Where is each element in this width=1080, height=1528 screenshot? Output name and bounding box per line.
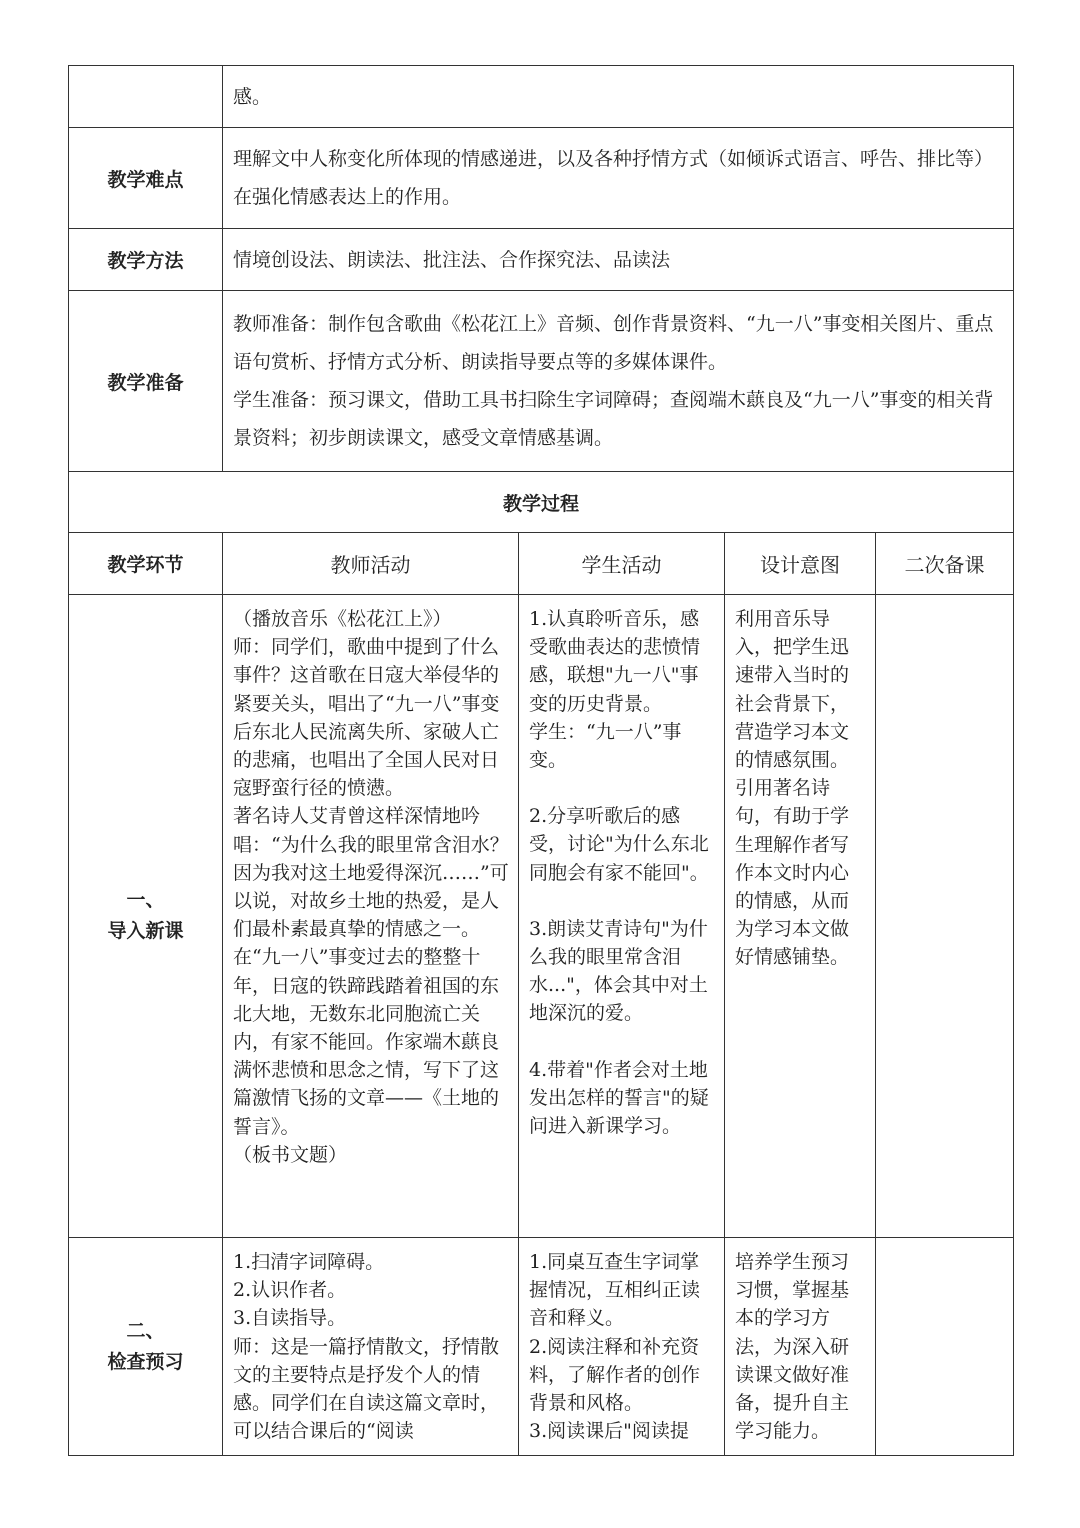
student-line: 3.朗读艾青诗句"为什么我的眼里常含泪水..."，体会其中对土地深沉的爱。 [529, 917, 708, 1025]
teacher-line: 1.扫清字词障碍。 [233, 1251, 385, 1273]
design-intent-intro [725, 595, 876, 1238]
teacher-line: 师：同学们，歌曲中提到了什么事件？这首歌在日寇大举侵华的紧要关头，唱出了“九一八”事变后东北人民流离失所、家破人亡的悲痛，也唱出了全国人民对日寇野蛮行径的愤懑。 [233, 636, 500, 800]
row-process-title [69, 472, 1014, 533]
student-activity-intro [519, 595, 725, 1238]
difficulty-label: 教学难点 [69, 128, 223, 229]
intent-line: 培养学生预习习惯，掌握基本的学习方法，为深入研读课文做好准备，提升自主学习能力。 [735, 1251, 850, 1443]
method-text: 情境创设法、朗读法、批注法、合作探究法、品读法 [223, 229, 1014, 291]
teacher-line: 2.认识作者。 [233, 1279, 347, 1302]
section-title: 检查预习 [107, 1350, 184, 1373]
section-number: 二、 [126, 1319, 165, 1342]
section-title: 导入新课 [107, 920, 184, 942]
second-prep-preview [876, 1238, 1014, 1456]
teacher-line: 3.自读指导。 [233, 1307, 347, 1330]
second-prep-intro [876, 595, 1014, 1238]
row-difficulty [69, 128, 1014, 229]
row-continuation [69, 66, 1014, 128]
teacher-line: （板书文题） [233, 1143, 348, 1166]
student-line: 2.阅读注释和补充资料，了解作者的创作背景和风格。 [529, 1335, 701, 1415]
section-row-preview [69, 1238, 1014, 1456]
intent-line: 引用著名诗句，有助于学生理解作者写作本文时内心的情感，从而为学习本文做好情感铺垫。 [735, 777, 850, 969]
col-header-stage: 教学环节 [69, 533, 223, 595]
method-label: 教学方法 [69, 229, 223, 291]
preparation-text [223, 291, 1014, 472]
student-line: 3.阅读课后"阅读提 [529, 1420, 689, 1443]
col-header-student: 学生活动 [519, 533, 725, 595]
col-header-teacher: 教师活动 [223, 533, 519, 595]
col-header-intent: 设计意图 [725, 533, 876, 595]
design-intent-preview [725, 1238, 876, 1456]
teacher-line: 著名诗人艾青曾这样深情地吟唱：“为什么我的眼里常含泪水？因为我对这土地爱得深沉……”可以说，对故乡土地的热爱，是人们最朴素最真挚的情感之一。在“九一八”事变过去的整整十年，日寇的铁蹄践踏着祖国的东北大地，无数东北同胞流亡关内，有家不能回。作家端木蕻良满怀悲愤和思念之情，写下了这篇激情飞扬的文章——《土地的誓言》。 [233, 805, 509, 1138]
student-gap [529, 1028, 716, 1056]
intent-line: 利用音乐导入，把学生迅速带入当时的社会背景下，营造学习本文的情感氛围。 [735, 608, 850, 772]
teacher-activity-preview [223, 1238, 519, 1456]
student-line: 4.带着"作者会对土地发出怎样的誓言"的疑问进入新课学习。 [529, 1058, 709, 1138]
student-gap [529, 774, 716, 802]
row-label-empty [69, 66, 223, 128]
process-title: 教学过程 [69, 472, 1014, 533]
section-name-intro [69, 595, 223, 1238]
row-continuation-text: 感。 [223, 66, 1014, 128]
section-row-intro [69, 595, 1014, 1238]
teacher-preparation: 教师准备：制作包含歌曲《松花江上》音频、创作背景资料、“九一八”事变相关图片、重点语句赏析、抒情方式分析、朗读指导要点等的多媒体课件。 [233, 313, 994, 373]
col-header-second: 二次备课 [876, 533, 1014, 595]
teacher-line: 师：这是一篇抒情散文，抒情散文的主要特点是抒发个人的情感。同学们在自读这篇文章时，可以结合课后的“阅读 [233, 1335, 500, 1443]
student-line: 2.分享听歌后的感受，讨论"为什么东北同胞会有家不能回"。 [529, 805, 709, 884]
student-gap [529, 887, 716, 915]
student-line: 1.同桌互查生字词掌握情况，互相纠正读音和释义。 [529, 1251, 701, 1330]
teacher-line: （播放音乐《松花江上》） [233, 608, 452, 630]
section-name-preview [69, 1238, 223, 1456]
lesson-plan-table [68, 65, 1014, 1456]
teacher-activity-intro [223, 595, 519, 1238]
row-preparation [69, 291, 1014, 472]
student-line: 学生：“九一八”事变。 [529, 720, 682, 772]
row-method [69, 229, 1014, 291]
difficulty-text: 理解文中人称变化所体现的情感递进，以及各种抒情方式（如倾诉式语言、呼告、排比等）在强化情感表达上的作用。 [223, 128, 1014, 229]
preparation-label: 教学准备 [69, 291, 223, 472]
section-number: 一、 [126, 889, 165, 911]
student-activity-preview [519, 1238, 725, 1456]
column-header-row [69, 533, 1014, 595]
student-line: 1.认真聆听音乐，感受歌曲表达的悲愤情感，联想"九一八"事变的历史背景。 [529, 608, 701, 715]
student-preparation: 学生准备：预习课文，借助工具书扫除生字词障碍；查阅端木蕻良及“九一八”事变的相关背景资料；初步朗读课文，感受文章情感基调。 [233, 389, 994, 449]
